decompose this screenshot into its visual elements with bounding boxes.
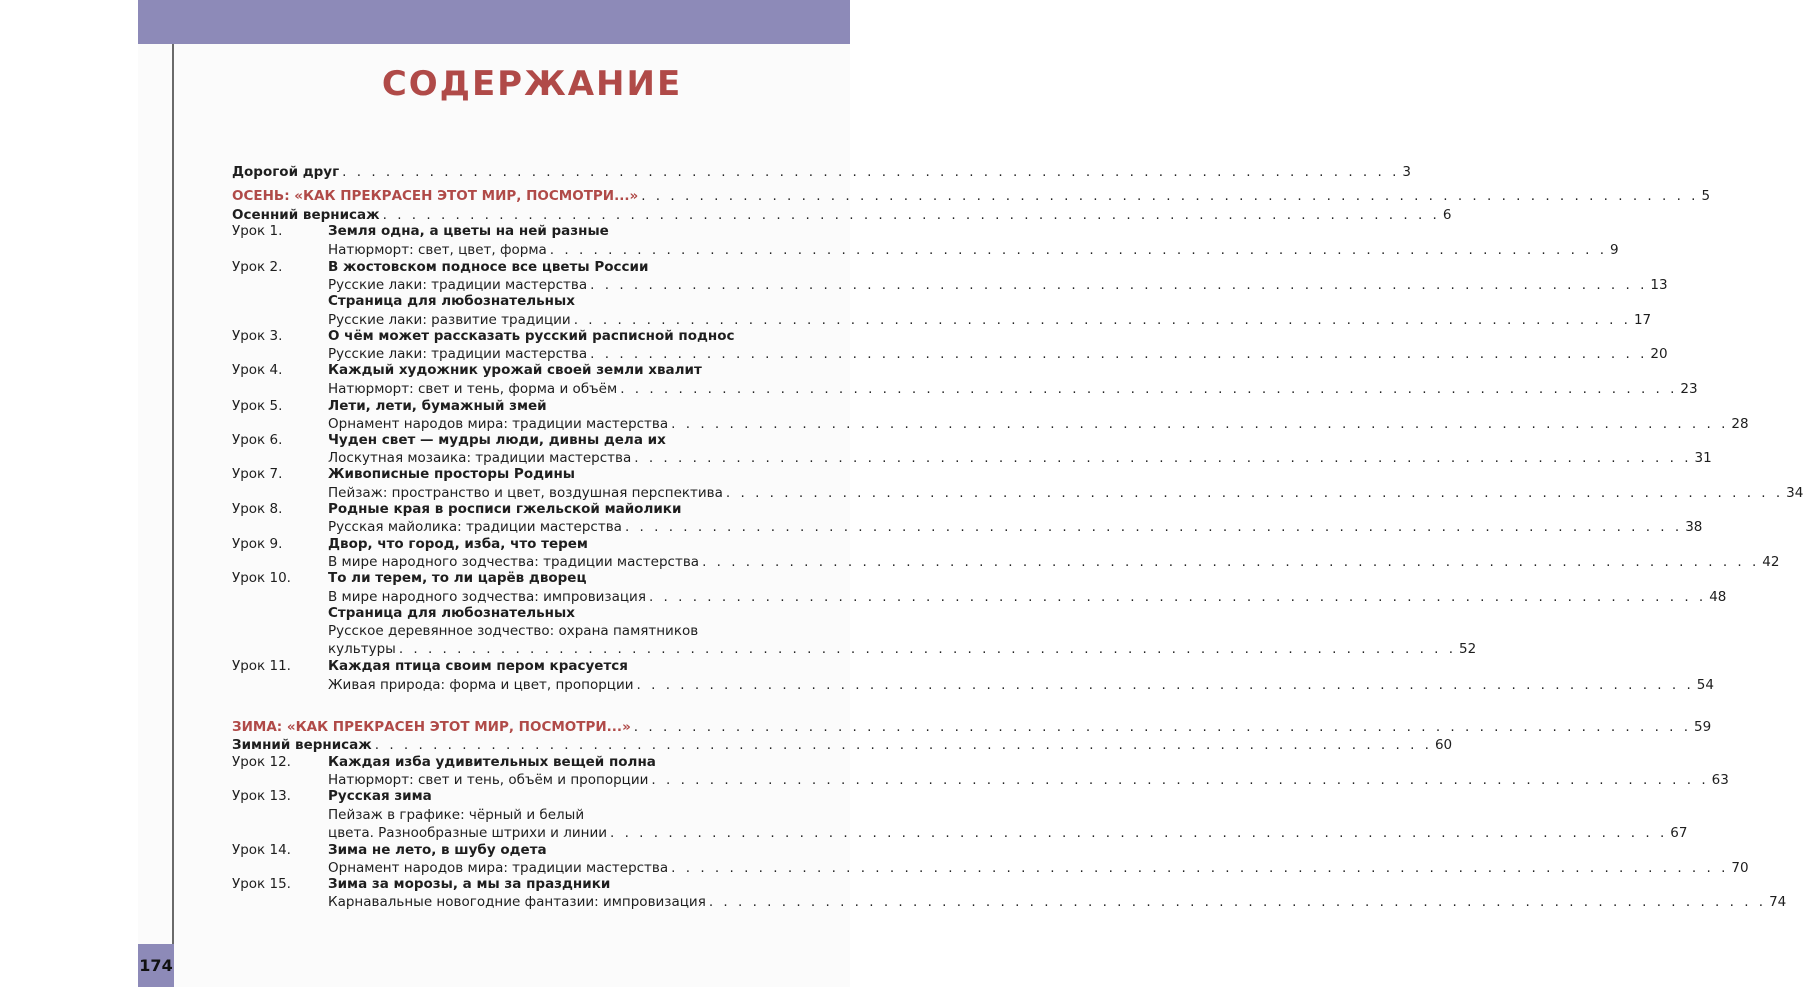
leader-dots: . . . . . . . . . . . . . . . . . . . . . . . . . . . . . . . . . . . . . . . . . . . . . . . . . . . . . . . . . . . . . . . . . . . . . . . . .: [573, 312, 1631, 328]
lesson-subtitle: В мире народного зодчества: традиции мастерства: [328, 554, 700, 570]
lesson-label: Урок 15.: [232, 876, 291, 892]
toc-entry-page: 63: [1711, 772, 1729, 788]
leader-dots: . . . . . . . . . . . . . . . . . . . . . . . . . . . . . . . . . . . . . . . . . . . . . . . . . . . . . . . . . . . . . . . . . . . . . . . . .: [374, 737, 1432, 753]
toc-entry-page: 60: [1434, 737, 1453, 753]
lesson-title[interactable]: Каждая изба удивительных вещей полна: [328, 754, 656, 770]
lesson-subtitle: Русское деревянное зодчество: охрана памятников: [328, 623, 699, 639]
lesson-subtitle: Русская майолика: традиции мастерства: [328, 519, 622, 535]
leader-dots: . . . . . . . . . . . . . . . . . . . . . . . . . . . . . . . . . . . . . . . . . . . . . . . . . . . . . . . . . . . . . . . . . . . . . . . . .: [641, 188, 1699, 204]
lesson-label: Урок 10.: [232, 570, 291, 586]
lesson-subtitle: Орнамент народов мира: традиции мастерства: [328, 860, 669, 876]
lesson-title[interactable]: Русская зима: [328, 788, 432, 804]
toc-entry-page: 70: [1731, 860, 1749, 876]
toc-entry-page: 9: [1610, 242, 1619, 258]
lesson-label: Урок 6.: [232, 432, 283, 448]
page-number: 174: [138, 944, 174, 987]
lesson-title[interactable]: Родные края в росписи гжельской майолики: [328, 501, 682, 517]
toc-entry-title: Осенний вернисаж: [232, 207, 380, 223]
leader-dots: . . . . . . . . . . . . . . . . . . . . . . . . . . . . . . . . . . . . . . . . . . . . . . . . . . . . . . . . . . . . . . . . . . . . . . . . .: [624, 519, 1683, 535]
lesson-label: Урок 3.: [232, 328, 283, 344]
leader-dots: . . . . . . . . . . . . . . . . . . . . . . . . . . . . . . . . . . . . . . . . . . . . . . . . . . . . . . . . . . . . . . . . . . . . . . . . .: [342, 164, 1400, 180]
leader-dots: . . . . . . . . . . . . . . . . . . . . . . . . . . . . . . . . . . . . . . . . . . . . . . . . . . . . . . . . . . . . . . . . . . . . . . . . .: [590, 277, 1648, 293]
lesson-label: Урок 4.: [232, 362, 283, 378]
leader-dots: . . . . . . . . . . . . . . . . . . . . . . . . . . . . . . . . . . . . . . . . . . . . . . . . . . . . . . . . . . . . . . . . . . . . . . . . .: [382, 207, 1440, 223]
lesson-label: Урок 11.: [232, 658, 291, 674]
lesson-label: Урок 8.: [232, 501, 283, 517]
toc-section-autumn[interactable]: [232, 187, 1711, 205]
toc-entry-title: Зимний вернисаж: [232, 737, 372, 753]
lesson-subtitle: Русские лаки: развитие традиции: [328, 312, 571, 328]
leader-dots: . . . . . . . . . . . . . . . . . . . . . . . . . . . . . . . . . . . . . . . . . . . . . . . . . . . . . . . . . . . . . . . . . . . . . . . . .: [725, 485, 1784, 501]
toc-subentry[interactable]: [328, 380, 1698, 398]
lesson-title[interactable]: Страница для любознательных: [328, 605, 575, 621]
lesson-label: Урок 9.: [232, 536, 283, 552]
leader-dots: . . . . . . . . . . . . . . . . . . . . . . . . . . . . . . . . . . . . . . . . . . . . . . . . . . . . . . . . . . . . . . . . . . . . . . . . .: [671, 416, 1729, 432]
leader-dots: . . . . . . . . . . . . . . . . . . . . . . . . . . . . . . . . . . . . . . . . . . . . . . . . . . . . . . . . . . . . . . . . . . . . . . . . .: [651, 772, 1709, 788]
toc-entry-page: 34: [1786, 485, 1803, 501]
leader-dots: . . . . . . . . . . . . . . . . . . . . . . . . . . . . . . . . . . . . . . . . . . . . . . . . . . . . . . . . . . . . . . . . . . . . . . . . .: [549, 242, 1608, 258]
toc-entry-page: 48: [1709, 589, 1727, 605]
toc-subentry[interactable]: [328, 640, 1477, 658]
toc-entry-page: 13: [1650, 277, 1668, 293]
lesson-title[interactable]: Каждый художник урожай своей земли хвалит: [328, 362, 702, 378]
lesson-label: Урок 14.: [232, 842, 291, 858]
lesson-subtitle: цвета. Разнообразные штрихи и линии: [328, 825, 607, 841]
lesson-title[interactable]: Каждая птица своим пером красуется: [328, 658, 628, 674]
lesson-subtitle: Пейзаж: пространство и цвет, воздушная перспектива: [328, 485, 723, 501]
leader-dots: . . . . . . . . . . . . . . . . . . . . . . . . . . . . . . . . . . . . . . . . . . . . . . . . . . . . . . . . . . . . . . . . . . . . . . . . .: [636, 677, 1694, 693]
lesson-subtitle: Русские лаки: традиции мастерства: [328, 346, 588, 362]
toc-entry-page: 3: [1402, 164, 1411, 180]
leader-dots: . . . . . . . . . . . . . . . . . . . . . . . . . . . . . . . . . . . . . . . . . . . . . . . . . . . . . . . . . . . . . . . . . . . . . . . . .: [398, 641, 1457, 657]
leader-dots: . . . . . . . . . . . . . . . . . . . . . . . . . . . . . . . . . . . . . . . . . . . . . . . . . . . . . . . . . . . . . . . . . . . . . . . . .: [620, 381, 1678, 397]
lesson-title[interactable]: Живописные просторы Родины: [328, 466, 575, 482]
toc-entry-dear-friend[interactable]: [232, 163, 1411, 181]
lesson-title[interactable]: То ли терем, то ли царёв дворец: [328, 570, 587, 586]
toc-subentry[interactable]: [328, 824, 1688, 842]
toc-entry-page: 38: [1685, 519, 1703, 535]
lesson-title[interactable]: Земля одна, а цветы на ней разные: [328, 223, 609, 239]
lesson-subtitle: Карнавальные новогодние фантазии: импровизация: [328, 894, 706, 910]
toc-entry-page: 42: [1762, 554, 1780, 570]
toc-subentry[interactable]: [328, 676, 1714, 694]
lesson-subtitle: Лоскутная мозаика: традиции мастерства: [328, 450, 632, 466]
toc-entry-winter-vernissage[interactable]: [232, 736, 1453, 754]
lesson-label: Урок 5.: [232, 398, 283, 414]
leader-dots: . . . . . . . . . . . . . . . . . . . . . . . . . . . . . . . . . . . . . . . . . . . . . . . . . . . . . . . . . . . . . . . . . . . . . . . . .: [610, 825, 1668, 841]
toc-subentry[interactable]: [328, 893, 1787, 911]
leader-dots: . . . . . . . . . . . . . . . . . . . . . . . . . . . . . . . . . . . . . . . . . . . . . . . . . . . . . . . . . . . . . . . . . . . . . . . . .: [671, 860, 1729, 876]
toc-entry-page: 31: [1694, 450, 1712, 466]
toc-section-title: ЗИМА: «КАК ПРЕКРАСЕН ЭТОТ МИР, ПОСМОТРИ...»: [232, 719, 631, 735]
toc-section-title: ОСЕНЬ: «КАК ПРЕКРАСЕН ЭТОТ МИР, ПОСМОТРИ...»: [232, 188, 639, 204]
toc-entry-page: 59: [1694, 719, 1712, 735]
lesson-label: Урок 1.: [232, 223, 283, 239]
lesson-subtitle: Натюрморт: свет, цвет, форма: [328, 242, 547, 258]
lesson-subtitle: В мире народного зодчества: импровизация: [328, 589, 646, 605]
toc-entry-page: 17: [1633, 312, 1652, 328]
lesson-subtitle: Русские лаки: традиции мастерства: [328, 277, 588, 293]
toc-entry-page: 54: [1696, 677, 1714, 693]
toc-section-winter[interactable]: [232, 718, 1712, 736]
lesson-subtitle: Пейзаж в графике: чёрный и белый: [328, 807, 585, 823]
leader-dots: . . . . . . . . . . . . . . . . . . . . . . . . . . . . . . . . . . . . . . . . . . . . . . . . . . . . . . . . . . . . . . . . . . . . . . . . .: [634, 450, 1692, 466]
lesson-subtitle: Живая природа: форма и цвет, пропорции: [328, 677, 634, 693]
lesson-title[interactable]: Зима не лето, в шубу одета: [328, 842, 547, 858]
lesson-label: Урок 7.: [232, 466, 283, 482]
lesson-subtitle: Орнамент народов мира: традиции мастерства: [328, 416, 669, 432]
lesson-subtitle: Натюрморт: свет и тень, форма и объём: [328, 381, 618, 397]
toc-entry-page: 67: [1670, 825, 1688, 841]
toc-entry-page: 28: [1731, 416, 1749, 432]
lesson-title[interactable]: Зима за морозы, а мы за праздники: [328, 876, 611, 892]
toc-entry-page: 20: [1650, 346, 1668, 362]
leader-dots: . . . . . . . . . . . . . . . . . . . . . . . . . . . . . . . . . . . . . . . . . . . . . . . . . . . . . . . . . . . . . . . . . . . . . . . . .: [702, 554, 1760, 570]
lesson-title[interactable]: Двор, что город, изба, что терем: [328, 536, 588, 552]
leader-dots: . . . . . . . . . . . . . . . . . . . . . . . . . . . . . . . . . . . . . . . . . . . . . . . . . . . . . . . . . . . . . . . . . . . . . . . . .: [708, 894, 1767, 910]
lesson-label: Урок 2.: [232, 259, 283, 275]
toc-subentry[interactable]: [328, 241, 1619, 259]
toc-entry-page: 5: [1701, 188, 1711, 204]
toc-entry-page: 23: [1680, 381, 1698, 397]
leader-dots: . . . . . . . . . . . . . . . . . . . . . . . . . . . . . . . . . . . . . . . . . . . . . . . . . . . . . . . . . . . . . . . . . . . . . . . . .: [633, 719, 1692, 735]
lesson-title[interactable]: О чём может рассказать русский расписной поднос: [328, 328, 735, 344]
toc-entry-title: Дорогой друг: [232, 164, 340, 180]
lesson-title[interactable]: В жостовском подносе все цветы России: [328, 259, 649, 275]
toc-subentry[interactable]: [328, 518, 1703, 536]
leader-dots: . . . . . . . . . . . . . . . . . . . . . . . . . . . . . . . . . . . . . . . . . . . . . . . . . . . . . . . . . . . . . . . . . . . . . . . . .: [648, 589, 1707, 605]
toc-entry-page: 74: [1769, 894, 1787, 910]
lesson-subtitle: культуры: [328, 641, 396, 657]
lesson-title[interactable]: Страница для любознательных: [328, 293, 575, 309]
lesson-label: Урок 12.: [232, 754, 291, 770]
lesson-title[interactable]: Чуден свет — мудры люди, дивны дела их: [328, 432, 666, 448]
leader-dots: . . . . . . . . . . . . . . . . . . . . . . . . . . . . . . . . . . . . . . . . . . . . . . . . . . . . . . . . . . . . . . . . . . . . . . . . .: [590, 346, 1648, 362]
lesson-subtitle: Натюрморт: свет и тень, объём и пропорции: [328, 772, 649, 788]
lesson-title[interactable]: Лети, лети, бумажный змей: [328, 398, 547, 414]
toc-entry-page: 52: [1459, 641, 1477, 657]
lesson-label: Урок 13.: [232, 788, 291, 804]
page-title: СОДЕРЖАНИЕ: [381, 64, 683, 104]
toc-entry-page: 6: [1442, 207, 1452, 223]
